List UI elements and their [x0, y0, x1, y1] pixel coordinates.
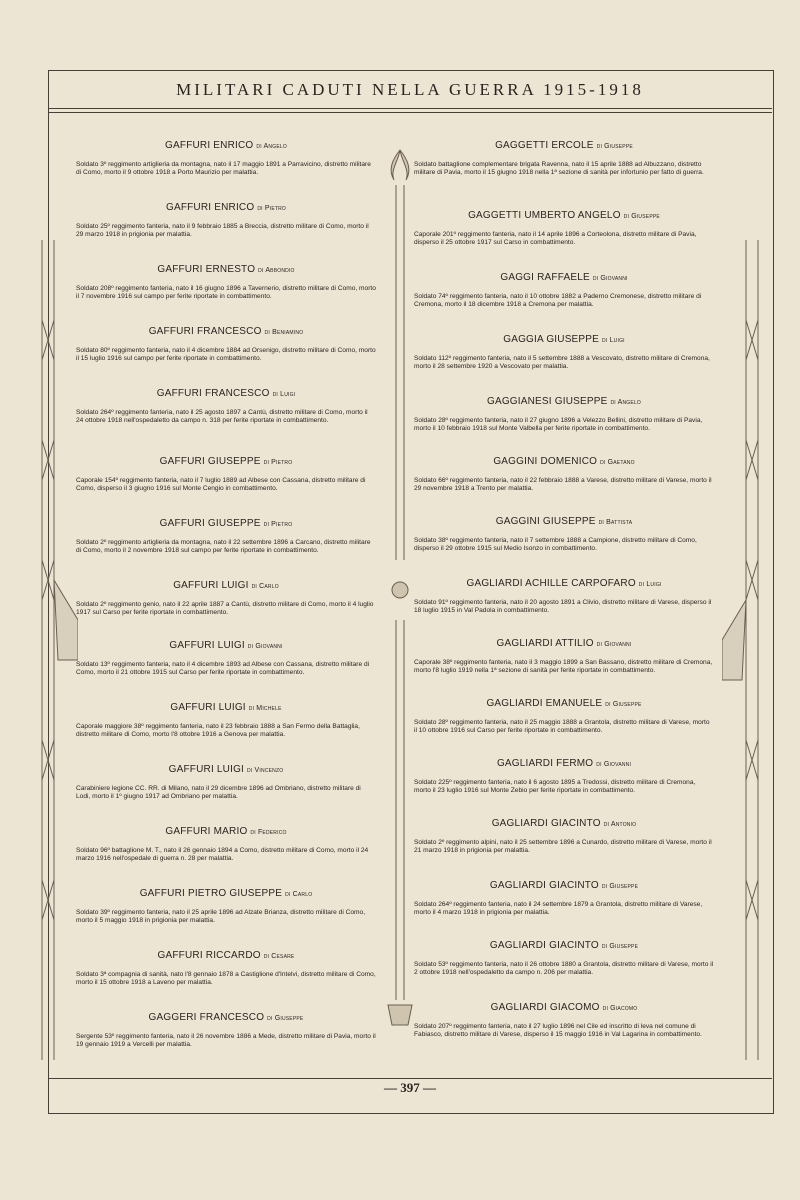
entry: [76, 388, 376, 425]
entry-desc: Soldato 74º reggimento fanteria, nato il 10 ottobre 1882 a Paderno Cremonese, distretto militare di Cremona, morto il 18 dicembre 1918 a Cremona per malattia.: [414, 293, 702, 309]
entry: [414, 758, 714, 795]
entry-father: di Luigi: [602, 337, 625, 344]
entry: [76, 950, 376, 987]
entry: [76, 140, 376, 177]
entry-desc: Soldato 80º reggimento fanteria, nato il 4 dicembre 1884 ad Orsenigo, distretto militare di Como, morto il 15 luglio 1916 sul campo per ferite riportate in combattimento.: [76, 347, 376, 363]
entry: [414, 880, 714, 917]
entry-name: GAGLIARDI ACHILLE CARPOFARO: [466, 578, 636, 589]
entry: [414, 272, 714, 309]
entry-name: GAFFURI ENRICO: [165, 140, 254, 151]
entry-name: GAGLIARDI GIACOMO: [490, 1002, 600, 1013]
entry-father: di Beniamino: [264, 329, 304, 336]
entry-father: di Pietro: [263, 459, 293, 466]
entry-father: di Battista: [598, 519, 633, 526]
entry-father: di Angelo: [610, 399, 642, 406]
entry-desc: Soldato 264º reggimento fanteria, nato il 25 agosto 1897 a Cantù, distretto militare di Como, morto il 24 ottobre 1918 nell'ospedaletto da campo n. 318 per ferite riportate in combattimento.: [76, 409, 368, 425]
entry-desc: Soldato 3ª compagnia di sanità, nato l'8 gennaio 1878 a Castiglione d'Intelvi, distretto militare di Como, morto il 15 ottobre 1918 a Laveno per malattia.: [76, 971, 376, 987]
entry-desc: Soldato 207º reggimento fanteria, nato il 27 luglio 1896 nel Cile ed inscritto di leva nel comune di Fabiasco, distretto militare di Varese, disperso il 15 maggio 1916 in Val Lagarina in combattimento.: [414, 1023, 702, 1039]
page-title: MILITARI CADUTI NELLA GUERRA 1915-1918: [176, 80, 644, 99]
entry-desc: Soldato 96º battaglione M. T., nato il 26 gennaio 1894 a Como, distretto militare di Como, morto il 24 marzo 1916 nell'ospedale di guerra n. 28 per malattia.: [76, 847, 369, 863]
entry-father: di Federico: [250, 829, 287, 836]
entry: [76, 826, 376, 863]
entry-father: di Giovanni: [592, 275, 628, 282]
entry-desc: Soldato 28º reggimento fanteria, nato il 25 maggio 1888 a Grantola, distretto militare di Varese, morto il 10 ottobre 1916 sul Carso per ferite riportate in combattimento.: [414, 719, 710, 735]
page-footer: [48, 1080, 772, 1102]
entry-desc: Soldato 2º reggimento artiglieria da montagna, nato il 22 settembre 1896 a Carcano, distretto militare di Como, morto il 2 novembre 1918 sul campo per ferite riportate in combattimento.: [76, 539, 371, 555]
entry: [76, 326, 376, 363]
entry-name: GAFFURI GIUSEPPE: [159, 456, 261, 467]
entry-name: GAGGERI FRANCESCO: [148, 1012, 265, 1023]
page-number: — 397 —: [384, 1080, 436, 1095]
entry-desc: Soldato 53º reggimento fanteria, nato il 26 ottobre 1880 a Grantola, distretto militare di Varese, morto il 2 ottobre 1918 nell'ospedaletto da campo n. 206 per malattia.: [414, 961, 714, 977]
entry-desc: Caporale 201º reggimento fanteria, nato il 14 aprile 1896 a Corteolona, distretto militare di Pavia, disperso il 25 ottobre 1917 sul Carso in combattimento.: [414, 231, 697, 247]
entry-father: di Giovanni: [596, 641, 632, 648]
header-rule: [48, 112, 772, 113]
entry-name: GAFFURI PIETRO GIUSEPPE: [139, 888, 283, 899]
entry-desc: Soldato 2º reggimento genio, nato il 22 aprile 1887 a Cantù, distretto militare di Como, morto il 4 luglio 1917 sul Carso per ferite riportate in combattimento.: [76, 601, 374, 617]
entry-name: GAGLIARDI GIACINTO: [491, 818, 601, 829]
entry-father: di Giacomo: [602, 1005, 638, 1012]
entry: [76, 518, 376, 555]
entry: [76, 202, 376, 239]
entry: [76, 764, 376, 801]
entry-name: GAGLIARDI ATTILIO: [496, 638, 594, 649]
entry-father: di Gaetano: [600, 459, 635, 466]
entry-name: GAGLIARDI GIACINTO: [489, 940, 599, 951]
left-fasces-decoration: [18, 240, 78, 1060]
entry-desc: Soldato 91º reggimento fanteria, nato il 20 agosto 1891 a Clivio, distretto militare di Varese, disperso il 18 luglio 1915 in Val Padola in combattimento.: [414, 599, 712, 615]
footer-rule: [48, 1078, 772, 1079]
entry-name: GAFFURI ENRICO: [165, 202, 255, 213]
entry-father: di Giuseppe: [623, 213, 660, 220]
entry: [414, 456, 714, 493]
entry: [76, 702, 376, 739]
entry-father: di Pietro: [257, 205, 287, 212]
right-fasces-decoration: [722, 240, 782, 1060]
entry-desc: Soldato 38º reggimento fanteria, nato il 7 settembre 1888 a Campione, distretto militare di Como, disperso il 29 ottobre 1915 sul Medio Isonzo in combattimento.: [414, 537, 697, 553]
entry-desc: Soldato 225º reggimento fanteria, nato il 6 agosto 1895 a Tredossi, distretto militare di Cremona, morto il 23 luglio 1916 sul Monte Zebio per ferite riportate in combattimento.: [414, 779, 696, 795]
entry-father: di Cesare: [263, 953, 295, 960]
entry-name: GAGGIANESI GIUSEPPE: [486, 396, 608, 407]
entry: [76, 456, 376, 493]
entry-desc: Soldato 3º reggimento artiglieria da montagna, nato il 17 maggio 1891 a Parravicino, distretto militare di Como, morto il 9 ottobre 1918 a Porto Maurizio per malattia.: [76, 161, 371, 177]
entry: [76, 580, 376, 617]
entry-father: di Luigi: [272, 391, 296, 398]
entry-father: di Antonio: [603, 821, 637, 828]
entry-desc: Soldato 66º reggimento fanteria, nato il 22 febbraio 1888 a Varese, distretto militare di Varese, morto il 29 novembre 1918 a Trento per malattia.: [414, 477, 712, 493]
entry-father: di Angelo: [256, 143, 287, 150]
entry-father: di Giuseppe: [601, 883, 639, 890]
entry-name: GAFFURI LUIGI: [169, 640, 245, 651]
entry-desc: Soldato 264º reggimento fanteria, nato il 24 settembre 1879 a Grantola, distretto militare di Varese, morto il 4 marzo 1918 in prigionia per malattia.: [414, 901, 703, 917]
entry-name: GAGGETTI UMBERTO ANGELO: [468, 210, 621, 221]
entry-desc: Caporale 154º reggimento fanteria, nato il 7 luglio 1889 ad Albese con Cassana, distretto militare di Como, disperso il 3 giugno 1916 sul Monte Cengio in combattimento.: [76, 477, 366, 493]
entry-desc: Sergente 53º reggimento fanteria, nato il 26 novembre 1886 a Mede, distretto militare di Pavia, morto il 19 gennaio 1919 a Vercelli per malattia.: [76, 1033, 376, 1049]
entry-father: di Carlo: [251, 583, 279, 590]
entry-desc: Soldato 13º reggimento fanteria, nato il 4 dicembre 1893 ad Albese con Cassana, distretto militare di Como, morto il 21 ottobre 1915 sul Carso per ferite riportate in combattimento.: [76, 661, 370, 677]
entry: [414, 638, 714, 675]
entry: [76, 1012, 376, 1049]
entry-name: GAFFURI LUIGI: [173, 580, 249, 591]
entry: [414, 516, 714, 553]
entry-name: GAFFURI RICCARDO: [157, 950, 261, 961]
entry-father: di Michele: [248, 705, 282, 712]
entry-father: di Giuseppe: [601, 943, 639, 950]
entry-father: di Pietro: [263, 521, 293, 528]
entry-name: GAGGIA GIUSEPPE: [503, 334, 600, 345]
entry-name: GAFFURI LUIGI: [168, 764, 245, 775]
entry-name: GAFFURI MARIO: [165, 826, 248, 837]
entry: [76, 640, 376, 677]
entry-name: GAGGI RAFFAELE: [500, 272, 590, 283]
entry: [76, 888, 376, 925]
entry-name: GAGGETTI ERCOLE: [495, 140, 594, 151]
entry-father: di Giuseppe: [596, 143, 633, 150]
entry: [414, 698, 714, 735]
entry-desc: Soldato 28º reggimento fanteria, nato il 27 giugno 1896 a Velezzo Bellini, distretto militare di Pavia, morto il 10 febbraio 1918 sul Monte Valbella per ferite riportate in combattimento.: [414, 417, 703, 433]
entry: [414, 210, 714, 247]
entry-desc: Soldato 2º reggimento alpini, nato il 25 settembre 1896 a Cunardo, distretto militare di Varese, morto il 21 marzo 1918 in prigionia per malattia.: [414, 839, 712, 855]
entry-father: di Vincenzo: [247, 767, 284, 774]
entry-desc: Soldato battaglione complementare brigata Ravenna, nato il 15 aprile 1888 ad Albuzzano, distretto militare di Pavia, morto il 15 giugno 1918 nella 1ª sezione di sanità per infortunio per fatto di guerra.: [414, 161, 704, 177]
entry: [414, 334, 714, 371]
entry-father: di Carlo: [285, 891, 313, 898]
entry-name: GAFFURI FRANCESCO: [156, 388, 270, 399]
entry-desc: Carabiniere legione CC. RR. di Milano, nato il 29 dicembre 1896 ad Ombriano, distretto militare di Lodi, morto il 1º giugno 1917 ad Ombriano per malattia.: [76, 785, 361, 801]
entry-father: di Giovanni: [247, 643, 283, 650]
entry-name: GAGLIARDI FERMO: [496, 758, 594, 769]
entry-name: GAGLIARDI EMANUELE: [486, 698, 603, 709]
entry-father: di Giovanni: [596, 761, 632, 768]
entry-desc: Soldato 208º reggimento fanteria, nato il 16 giugno 1896 a Tavernerio, distretto militare di Como, morto il 7 novembre 1916 sul campo per ferite riportate in combattimento.: [76, 285, 376, 301]
entry: [414, 940, 714, 977]
entry-father: di Luigi: [638, 581, 662, 588]
entry: [414, 818, 714, 855]
entry-name: GAGLIARDI GIACINTO: [489, 880, 599, 891]
entry-father: di Giuseppe: [267, 1015, 304, 1022]
entry-name: GAGGINI GIUSEPPE: [495, 516, 596, 527]
entry-name: GAFFURI FRANCESCO: [148, 326, 262, 337]
entry-desc: Soldato 25º reggimento fanteria, nato il 9 febbraio 1885 a Breccia, distretto militare di Como, morto il 29 marzo 1918 in prigionia per malattia.: [76, 223, 369, 239]
entry: [414, 140, 714, 177]
entry-desc: Caporale maggiore 38º reggimento fanteria, nato il 23 febbraio 1888 a San Fermo della Battaglia, distretto militare di Como, morto l'8 ottobre 1916 a Genova per malattia.: [76, 723, 360, 739]
entry-name: GAGGINI DOMENICO: [493, 456, 598, 467]
entry: [414, 1002, 714, 1039]
entry-name: GAFFURI GIUSEPPE: [159, 518, 261, 529]
entry-desc: Soldato 112º reggimento fanteria, nato il 5 settembre 1888 a Vescovato, distretto militare di Cremona, morto il 28 settembre 1920 a Vescovato per malattia.: [414, 355, 710, 371]
entry-father: di Abbondio: [258, 267, 295, 274]
page-header: [48, 80, 772, 109]
entry-desc: Caporale 38º reggimento fanteria, nato il 3 maggio 1899 a San Bassano, distretto militare di Cremona, morto l'8 luglio 1919 nella 1ª sezione di sanità per ferite riportate in combattimento.: [414, 659, 713, 675]
entry-father: di Giuseppe: [605, 701, 642, 708]
entry-name: GAFFURI ERNESTO: [157, 264, 256, 275]
entry-name: GAFFURI LUIGI: [170, 702, 246, 713]
entry: [414, 578, 714, 615]
entry-desc: Soldato 39º reggimento fanteria, nato il 25 aprile 1896 ad Alzate Brianza, distretto militare di Como, morto il 5 maggio 1918 in prigionia per malattia.: [76, 909, 366, 925]
entry: [76, 264, 376, 301]
entry: [414, 396, 714, 433]
